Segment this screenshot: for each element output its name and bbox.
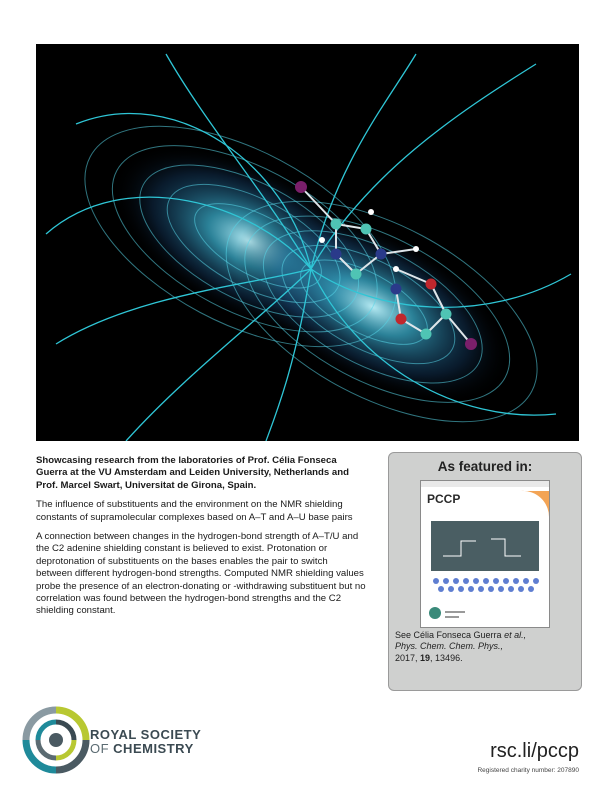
- citation: See Célia Fonseca Guerra et al., Phys. Chem. Chem. Phys., 2017, 19, 13496.: [395, 630, 527, 663]
- article-abstract: A connection between changes in the hydrogen-bond strength of A–T/U and the C2 adenine shielding constant is believed to exist. Protonation or deprotonation of substituents on the bases enables the pair to switch between different hydrogen-bond strengths. Computed NMR shielding values probe the presence of an electron-donating or -withdrawing substituent but no correlation was found between the hydrogen-bond strengths and the C2 shielding constant.: [36, 531, 366, 617]
- journal-url-link[interactable]: rsc.li/pccp: [490, 740, 579, 762]
- showcase-text: [36, 455, 366, 625]
- cover-journal-title: PCCP: [427, 492, 461, 506]
- journal-cover-thumbnail[interactable]: [420, 480, 550, 628]
- featured-heading: As featured in:: [437, 459, 533, 474]
- lab-credit: Showcasing research from the laboratories of Prof. Célia Fonseca Guerra at the VU Amsterdam and Leiden University, Netherlands and Prof. Marcel Swart, Universitat de Girona, Spain.: [36, 455, 349, 491]
- rsc-logo-text: ROYAL SOCIETY OF CHEMISTRY: [90, 727, 202, 756]
- featured-box: [388, 452, 582, 691]
- citation-volume: 19: [420, 652, 431, 663]
- citation-authors: Célia Fonseca Guerra: [413, 630, 505, 640]
- cover-artwork: [36, 44, 579, 441]
- field-illustration: [36, 44, 579, 441]
- rsc-logo-icon: [20, 702, 92, 784]
- charity-number: Registered charity number: 207890: [477, 767, 579, 774]
- citation-journal: Phys. Chem. Chem. Phys.,: [395, 641, 504, 652]
- article-title: The influence of substituents and the environment on the NMR shielding constants of supramolecular complexes based on A–T and A–U base pairs: [36, 499, 353, 523]
